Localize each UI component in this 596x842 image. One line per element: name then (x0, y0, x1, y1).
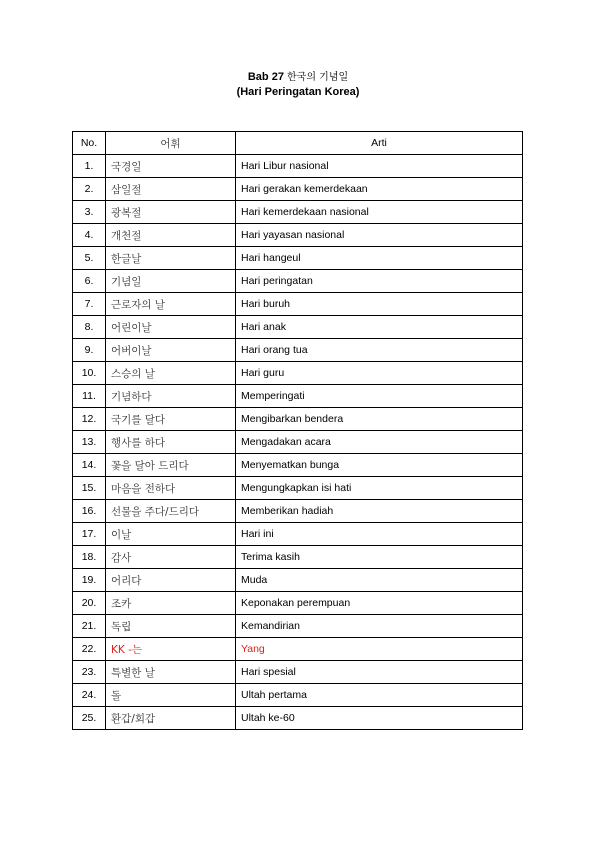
row-korean-word: 어리다 (106, 569, 236, 592)
row-meaning: Hari yayasan nasional (236, 224, 523, 247)
row-number: 15. (73, 477, 106, 500)
row-number: 18. (73, 546, 106, 569)
row-number: 17. (73, 523, 106, 546)
row-meaning: Hari peringatan (236, 270, 523, 293)
table-row (73, 523, 523, 546)
row-korean-word: 선물을 주다/드리다 (106, 500, 236, 523)
table-row (73, 684, 523, 707)
row-meaning: Muda (236, 569, 523, 592)
row-meaning: Mengungkapkan isi hati (236, 477, 523, 500)
table-row (73, 293, 523, 316)
row-korean-word: 독립 (106, 615, 236, 638)
row-meaning: Hari Libur nasional (236, 155, 523, 178)
row-korean-word: 국기를 달다 (106, 408, 236, 431)
row-number: 25. (73, 707, 106, 730)
row-korean-word: 개천절 (106, 224, 236, 247)
table-row (73, 155, 523, 178)
row-number: 3. (73, 201, 106, 224)
row-number: 22. (73, 638, 106, 661)
row-korean-word: 이날 (106, 523, 236, 546)
row-number: 10. (73, 362, 106, 385)
row-korean-word: 돌 (106, 684, 236, 707)
table-row (73, 615, 523, 638)
row-meaning: Ultah ke-60 (236, 707, 523, 730)
row-number: 7. (73, 293, 106, 316)
table-row (73, 362, 523, 385)
row-meaning: Hari orang tua (236, 339, 523, 362)
row-meaning: Yang (236, 638, 523, 661)
table-row (73, 431, 523, 454)
row-meaning: Memperingati (236, 385, 523, 408)
row-number: 2. (73, 178, 106, 201)
row-korean-word: KK -는 (106, 638, 236, 661)
row-korean-word: 행사를 하다 (106, 431, 236, 454)
row-korean-word: 근로자의 날 (106, 293, 236, 316)
row-meaning: Kemandirian (236, 615, 523, 638)
row-korean-word: 어린이날 (106, 316, 236, 339)
row-korean-word: 삼일절 (106, 178, 236, 201)
row-meaning: Memberikan hadiah (236, 500, 523, 523)
table-row (73, 707, 523, 730)
table-row (73, 270, 523, 293)
table-row (73, 316, 523, 339)
table-row (73, 454, 523, 477)
chapter-subtitle: (Hari Peringatan Korea) (236, 86, 360, 98)
row-korean-word: 환갑/회갑 (106, 707, 236, 730)
row-meaning: Hari kemerdekaan nasional (236, 201, 523, 224)
row-meaning: Hari gerakan kemerdekaan (236, 178, 523, 201)
row-number: 6. (73, 270, 106, 293)
vocabulary-table (72, 131, 523, 730)
row-number: 13. (73, 431, 106, 454)
chapter-title (0, 70, 596, 85)
row-korean-word: 광복절 (106, 201, 236, 224)
table-row (73, 477, 523, 500)
table-row (73, 546, 523, 569)
row-meaning: Hari spesial (236, 661, 523, 684)
row-number: 16. (73, 500, 106, 523)
row-korean-word: 국경일 (106, 155, 236, 178)
row-korean-word: 기념일 (106, 270, 236, 293)
row-number: 12. (73, 408, 106, 431)
row-korean-word: 꽃을 달아 드리다 (106, 454, 236, 477)
row-meaning: Terima kasih (236, 546, 523, 569)
row-number: 9. (73, 339, 106, 362)
row-korean-word: 특별한 날 (106, 661, 236, 684)
column-header-no: No. (73, 132, 106, 155)
row-meaning: Hari anak (236, 316, 523, 339)
row-meaning: Mengadakan acara (236, 431, 523, 454)
row-number: 23. (73, 661, 106, 684)
document-header (0, 70, 596, 100)
row-meaning: Hari buruh (236, 293, 523, 316)
row-meaning: Menyematkan bunga (236, 454, 523, 477)
chapter-title-korean: 한국의 기념일 (287, 72, 349, 83)
table-row (73, 569, 523, 592)
vocabulary-table-body (73, 155, 523, 730)
row-korean-word: 감사 (106, 546, 236, 569)
row-korean-word: 기념하다 (106, 385, 236, 408)
table-row (73, 638, 523, 661)
table-row (73, 339, 523, 362)
table-row (73, 201, 523, 224)
row-meaning: Hari ini (236, 523, 523, 546)
row-korean-word: 마음을 전하다 (106, 477, 236, 500)
row-korean-word: 조카 (106, 592, 236, 615)
table-row (73, 178, 523, 201)
row-meaning: Hari guru (236, 362, 523, 385)
row-korean-word: 어버이날 (106, 339, 236, 362)
row-meaning: Ultah pertama (236, 684, 523, 707)
row-number: 19. (73, 569, 106, 592)
table-row (73, 224, 523, 247)
row-number: 5. (73, 247, 106, 270)
row-korean-word: 한글날 (106, 247, 236, 270)
column-header-meaning: Arti (236, 132, 523, 155)
table-row (73, 592, 523, 615)
row-number: 24. (73, 684, 106, 707)
chapter-label: Bab 27 (247, 71, 284, 83)
table-row (73, 500, 523, 523)
row-number: 21. (73, 615, 106, 638)
table-row (73, 247, 523, 270)
table-row (73, 385, 523, 408)
column-header-word: 어휘 (106, 132, 236, 155)
row-number: 11. (73, 385, 106, 408)
row-meaning: Keponakan perempuan (236, 592, 523, 615)
row-number: 4. (73, 224, 106, 247)
row-korean-word: 스승의 날 (106, 362, 236, 385)
row-number: 20. (73, 592, 106, 615)
table-header-row (73, 132, 523, 155)
row-number: 8. (73, 316, 106, 339)
row-number: 1. (73, 155, 106, 178)
row-number: 14. (73, 454, 106, 477)
table-row (73, 408, 523, 431)
row-meaning: Hari hangeul (236, 247, 523, 270)
table-row (73, 661, 523, 684)
row-meaning: Mengibarkan bendera (236, 408, 523, 431)
